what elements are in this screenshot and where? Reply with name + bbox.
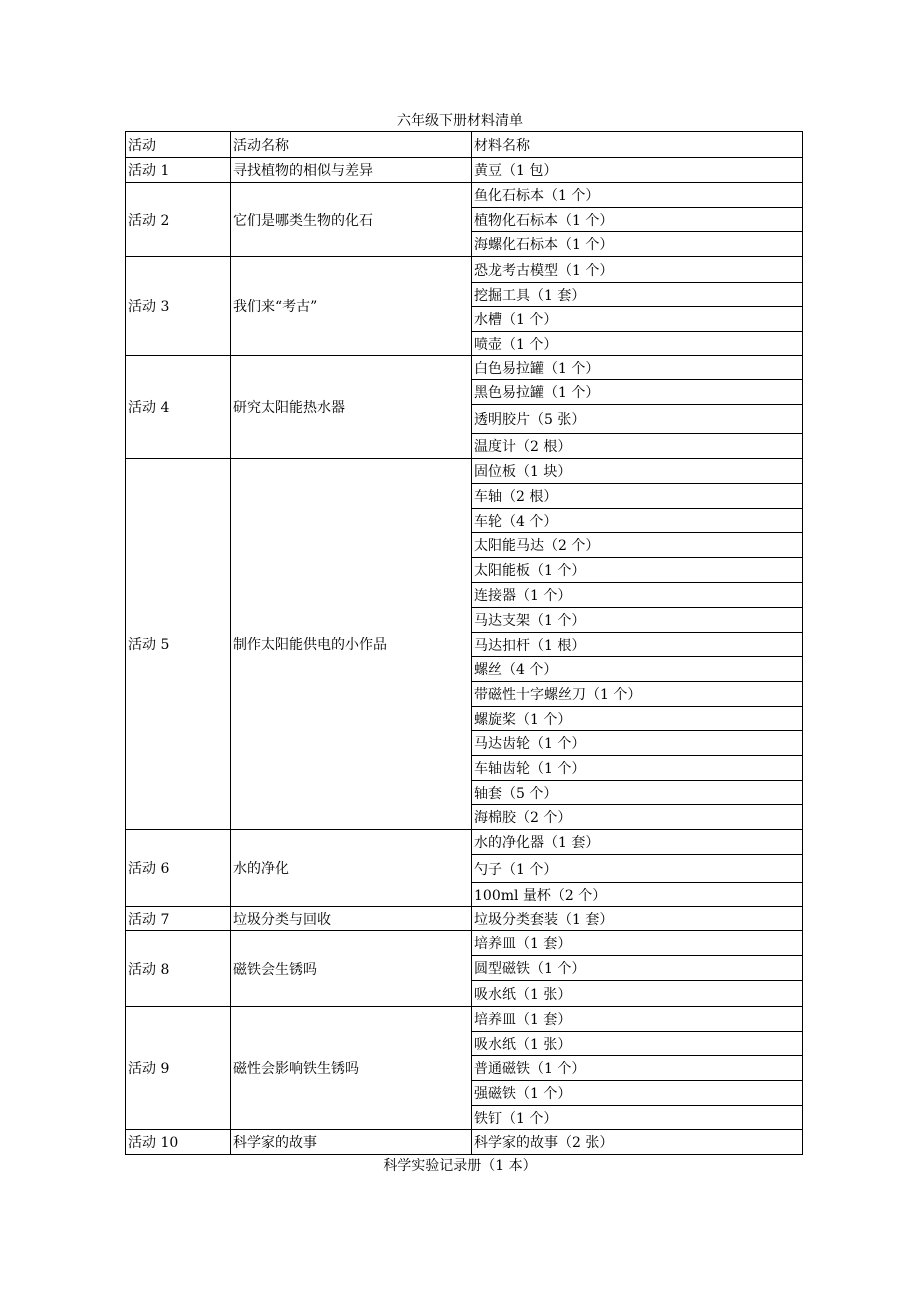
table-row (126, 356, 803, 380)
material-cell: 海螺化石标本（1 个） (472, 232, 803, 257)
table-row (126, 1007, 803, 1032)
table-row (126, 1130, 803, 1155)
material-cell: 太阳能板（1 个） (472, 558, 803, 583)
activity-name-cell: 研究太阳能热水器 (231, 356, 472, 459)
material-cell: 科学家的故事（2 张） (472, 1130, 803, 1155)
material-cell: 马达齿轮（1 个） (472, 731, 803, 756)
footer-note: 科学实验记录册（1 本） (383, 1158, 537, 1174)
activity-name-cell: 寻找植物的相似与差异 (231, 158, 472, 183)
activity-cell: 活动 5 (126, 459, 231, 830)
material-cell: 海棉胶（2 个） (472, 805, 803, 830)
material-cell: 喷壶（1 个） (472, 332, 803, 356)
header-row (126, 132, 803, 158)
material-cell: 100ml 量杯（2 个） (472, 883, 803, 907)
activity-cell: 活动 9 (126, 1007, 231, 1130)
material-cell: 挖掘工具（1 套） (472, 283, 803, 307)
table-row (126, 907, 803, 931)
material-cell: 黑色易拉罐（1 个） (472, 380, 803, 405)
activity-name-cell: 磁铁会生锈吗 (231, 931, 472, 1007)
material-cell: 培养皿（1 套） (472, 931, 803, 956)
header-activity: 活动 (126, 132, 231, 158)
material-cell: 培养皿（1 套） (472, 1007, 803, 1032)
material-cell: 鱼化石标本（1 个） (472, 183, 803, 208)
material-cell: 勺子（1 个） (472, 855, 803, 883)
activity-cell: 活动 3 (126, 257, 231, 356)
material-cell: 普通磁铁（1 个） (472, 1056, 803, 1081)
activity-cell: 活动 4 (126, 356, 231, 459)
material-cell: 螺旋桨（1 个） (472, 707, 803, 731)
activity-cell: 活动 8 (126, 931, 231, 1007)
header-activity-name: 活动名称 (231, 132, 472, 158)
material-cell: 螺丝（4 个） (472, 657, 803, 682)
material-cell: 吸水纸（1 张） (472, 981, 803, 1007)
material-cell: 车轮（4 个） (472, 509, 803, 533)
table-row (126, 931, 803, 956)
table-row (126, 183, 803, 208)
header-material-name: 材料名称 (472, 132, 803, 158)
material-cell: 植物化石标本（1 个） (472, 208, 803, 232)
activity-cell: 活动 6 (126, 830, 231, 907)
material-cell: 轴套（5 个） (472, 781, 803, 805)
activity-name-cell: 它们是哪类生物的化石 (231, 183, 472, 257)
material-cell: 透明胶片（5 张） (472, 405, 803, 434)
table-row (126, 257, 803, 283)
activity-name-cell: 制作太阳能供电的小作品 (231, 459, 472, 830)
activity-cell: 活动 10 (126, 1130, 231, 1155)
material-cell: 水的净化器（1 套） (472, 830, 803, 855)
material-cell: 黄豆（1 包） (472, 158, 803, 183)
table-row (126, 459, 803, 484)
material-cell: 固位板（1 块） (472, 459, 803, 484)
activity-name-cell: 磁性会影响铁生锈吗 (231, 1007, 472, 1130)
material-cell: 铁钉（1 个） (472, 1106, 803, 1130)
material-cell: 马达扣杆（1 根） (472, 633, 803, 657)
material-cell: 水槽（1 个） (472, 307, 803, 332)
activity-cell: 活动 2 (126, 183, 231, 257)
material-cell: 带磁性十字螺丝刀（1 个） (472, 682, 803, 707)
material-cell: 吸水纸（1 张） (472, 1032, 803, 1056)
activity-name-cell: 我们来“考古” (231, 257, 472, 356)
activity-cell: 活动 7 (126, 907, 231, 931)
materials-table (125, 131, 803, 1155)
activity-name-cell: 垃圾分类与回收 (231, 907, 472, 931)
material-cell: 车轴（2 根） (472, 484, 803, 509)
material-cell: 马达支架（1 个） (472, 608, 803, 633)
material-cell: 圆型磁铁（1 个） (472, 956, 803, 981)
material-cell: 强磁铁（1 个） (472, 1081, 803, 1106)
table-row (126, 830, 803, 855)
material-cell: 恐龙考古模型（1 个） (472, 257, 803, 283)
material-cell: 车轴齿轮（1 个） (472, 756, 803, 781)
activity-cell: 活动 1 (126, 158, 231, 183)
material-cell: 太阳能马达（2 个） (472, 533, 803, 558)
activity-name-cell: 水的净化 (231, 830, 472, 907)
activity-name-cell: 科学家的故事 (231, 1130, 472, 1155)
page-title: 六年级下册材料清单 (397, 113, 523, 129)
material-cell: 白色易拉罐（1 个） (472, 356, 803, 380)
material-cell: 垃圾分类套装（1 套） (472, 907, 803, 931)
material-cell: 温度计（2 根） (472, 434, 803, 459)
materials-table-body (126, 132, 803, 1155)
table-row (126, 158, 803, 183)
material-cell: 连接器（1 个） (472, 583, 803, 608)
